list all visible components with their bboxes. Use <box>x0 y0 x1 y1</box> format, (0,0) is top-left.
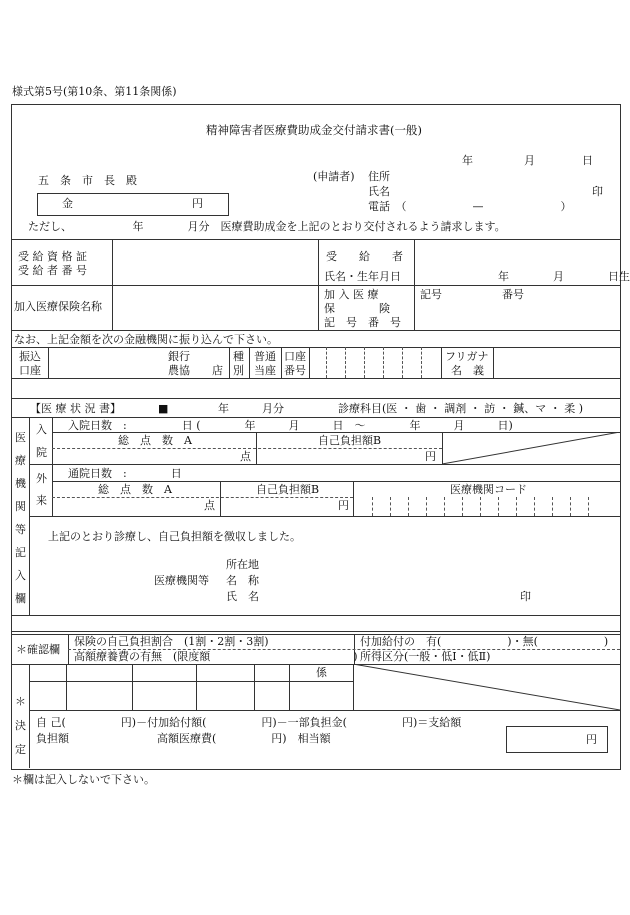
institution-code-label: 医療機関コード <box>450 483 527 496</box>
inpatient-label-2: 院 <box>36 446 47 459</box>
staff-label: 係 <box>316 666 327 679</box>
date-day[interactable]: 日 <box>582 154 593 167</box>
insurance-label-3: 記 号 番 号 <box>324 316 401 329</box>
inst-label: 医療機関等 <box>154 574 209 587</box>
payment-yen-unit: 円 <box>586 733 597 746</box>
certify-text: 上記のとおり診療し、自己負担額を徴収しました。 <box>48 530 301 543</box>
furigana-label: フリガナ <box>445 350 489 363</box>
medical-side-label: 医 療 機 関 等 記 入 欄 <box>15 431 26 605</box>
cert-label-1: 受 給 資 格 証 <box>18 250 87 263</box>
request-text: ただし、 年 月分 医療費助成金を上記のとおり交付されるよう請求します。 <box>28 220 506 233</box>
additional-benefit[interactable]: 付加給付の 有( )・無( ) <box>360 635 609 648</box>
inpatient-copay-label: 自己負担額B <box>318 434 382 447</box>
income-class[interactable]: 所得区分(一般・低Ⅰ・低Ⅱ) <box>360 650 491 663</box>
type-label-1: 種 <box>233 350 244 363</box>
transfer-label-1: 振込 <box>19 350 41 363</box>
type-label-2: 別 <box>233 364 244 377</box>
decision-formula-1: 自 己( 円)－付加給付額( 円)－一部負担金( 円)＝支給額 <box>36 716 462 729</box>
account-label-2: 番号 <box>284 364 306 377</box>
outpatient-copay-label: 自己負担額B <box>256 483 320 496</box>
decision-formula-2: 負担額 高額医療費( 円) 相当額 <box>36 732 331 745</box>
applicant-seal: 印 <box>592 185 603 198</box>
high-cost-status[interactable]: 高額療養費の有無 (限度額 ) <box>74 650 358 663</box>
insurance-name-label: 加入医療保険名称 <box>14 300 102 313</box>
birth-date[interactable]: 年 月 日生 <box>498 270 630 283</box>
insurance-symbol[interactable]: 記号 <box>420 288 442 301</box>
date-year[interactable]: 年 <box>462 154 473 167</box>
medical-mark: ■ <box>158 402 169 415</box>
applicant-label: (申請者) <box>313 170 355 183</box>
bank-label: 銀行 <box>168 350 190 363</box>
inpatient-label-1: 入 <box>36 423 47 436</box>
medical-month[interactable]: 年 月分 <box>218 402 284 415</box>
inpatient-days[interactable]: 入院日数 : 日 ( 年 月 日 ～ 年 月 日) <box>68 419 513 432</box>
transfer-label-2: 口座 <box>19 364 41 377</box>
date-month[interactable]: 月 <box>524 154 535 167</box>
applicant-address[interactable]: 住所 <box>368 170 390 183</box>
outpatient-yen-unit: 円 <box>338 499 349 512</box>
outpatient-label-1: 外 <box>36 472 47 485</box>
holder-label-1: 受 給 者 <box>326 250 403 263</box>
branch-label: 店 <box>212 364 223 377</box>
decision-strike <box>353 664 620 710</box>
confirm-label: ＊確認欄 <box>16 643 60 656</box>
inst-location-label: 所在地 <box>226 558 259 571</box>
current-label[interactable]: 当座 <box>254 364 276 377</box>
medical-dept[interactable]: 診療科目(医 ・ 歯 ・ 調剤 ・ 訪 ・ 鍼、マ ・ 柔 ) <box>338 402 584 415</box>
copay-ratio[interactable]: 保険の自己負担割合 (1割・2割・3割) <box>74 635 269 648</box>
holder-label-2: 氏名・生年月日 <box>324 270 401 283</box>
amount-unit: 円 <box>192 197 203 210</box>
outpatient-points-unit: 点 <box>204 499 215 512</box>
footnote: ＊欄は記入しないで下さい。 <box>12 773 155 786</box>
form-number: 様式第5号(第10条、第11条関係) <box>12 85 177 98</box>
doctor-name-label: 氏 名 <box>226 590 259 603</box>
outpatient-days[interactable]: 通院日数 : 日 <box>68 467 182 480</box>
diagonal-strike <box>442 432 620 464</box>
form-title: 精神障害者医療費助成金交付請求書(一般) <box>206 123 422 137</box>
inpatient-points-unit: 点 <box>240 450 251 463</box>
normal-label[interactable]: 普通 <box>254 350 276 363</box>
holder-name-label: 名 義 <box>451 364 484 377</box>
insurance-label-2: 保 険 <box>324 302 390 315</box>
outpatient-label-2: 来 <box>36 494 47 507</box>
addressee: 五 条 市 長 殿 <box>38 174 137 187</box>
medical-header: 【医 療 状 況 書】 <box>30 402 121 415</box>
amount-label: 金 <box>62 197 73 210</box>
applicant-phone[interactable]: 電話 （ — ） <box>368 200 572 213</box>
insurance-number[interactable]: 番号 <box>502 288 524 301</box>
inpatient-total-points-label: 総 点 数 A <box>118 434 192 447</box>
bank-notice: なお、上記金額を次の金融機関に振り込んで下さい。 <box>14 333 278 346</box>
inpatient-yen-unit: 円 <box>425 450 436 463</box>
insurance-label-1: 加 入 医 療 <box>324 288 379 301</box>
outpatient-total-points-label: 総 点 数 A <box>98 483 172 496</box>
institution-seal: 印 <box>520 590 531 603</box>
cert-label-2: 受 給 者 番 号 <box>18 264 87 277</box>
applicant-name[interactable]: 氏名 <box>368 185 390 198</box>
inst-name-label: 名 称 <box>226 574 259 587</box>
coop-label: 農協 <box>168 364 190 377</box>
account-label-1: 口座 <box>284 350 306 363</box>
decision-side-label: ＊ 決 定 <box>15 695 26 756</box>
